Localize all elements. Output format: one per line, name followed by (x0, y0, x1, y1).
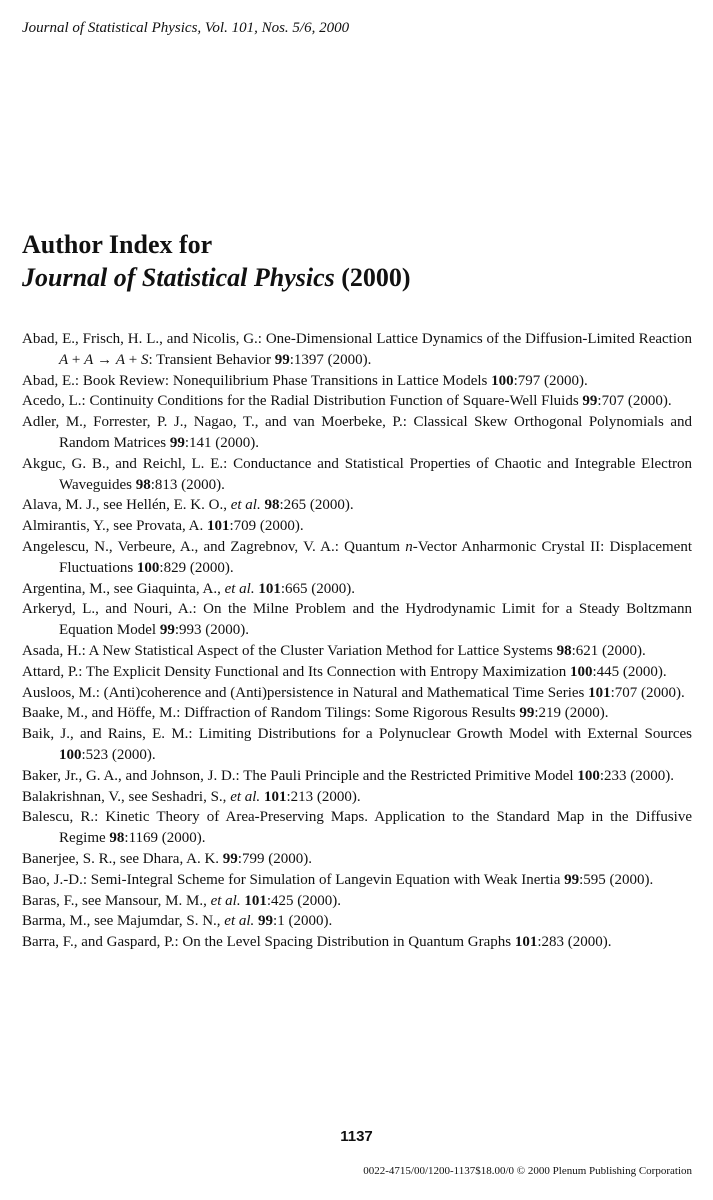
index-entry: Arkeryd, L., and Nouri, A.: On the Milne Problem and the Hydrodynamic Limit for a Steady Boltzmann Equation Model 99:993 (2000). (22, 601, 692, 639)
index-entry: Abad, E., Frisch, H. L., and Nicolis, G.: One-Dimensional Lattice Dynamics of the Diffusion-Limited Reaction A + A → A + S: Transient Behavior 99:1397 (2000). (22, 331, 692, 368)
running-head: Journal of Statistical Physics, Vol. 101, Nos. 5/6, 2000 (22, 20, 350, 36)
index-entry: Attard, P.: The Explicit Density Functional and Its Connection with Entropy Maximization 100:445 (2000). (22, 663, 667, 680)
index-entry: Bao, J.-D.: Semi-Integral Scheme for Simulation of Langevin Equation with Weak Inertia 99:595 (2000). (22, 871, 654, 888)
index-entry: Angelescu, N., Verbeure, A., and Zagrebnov, V. A.: Quantum n-Vector Anharmonic Crystal II: Displacement Fluctuations 100:829 (2000). (22, 538, 692, 576)
index-entry: Almirantis, Y., see Provata, A. 101:709 (2000). (22, 518, 304, 535)
index-entry: Acedo, L.: Continuity Conditions for the Radial Distribution Function of Square-Well Fluids 99:707 (2000). (22, 393, 672, 410)
index-entry: Barra, F., and Gaspard, P.: On the Level Spacing Distribution in Quantum Graphs 101:283 (2000). (22, 934, 612, 951)
title-year: (2000) (341, 263, 411, 292)
author-index-list (22, 329, 692, 953)
index-entry: Argentina, M., see Giaquinta, A., et al. 101:665 (2000). (22, 580, 356, 597)
index-entry: Baik, J., and Rains, E. M.: Limiting Distributions for a Polynuclear Growth Model with External Sources 100:523 (2000). (22, 726, 692, 763)
title-journal: Journal of Statistical Physics (22, 263, 335, 292)
index-entry: Akguc, G. B., and Reichl, L. E.: Conductance and Statistical Properties of Chaotic and Integrable Electron Waveguides 98:813 (2000). (22, 455, 692, 493)
index-entry: Baker, Jr., G. A., and Johnson, J. D.: The Pauli Principle and the Restricted Primitive Model 100:233 (2000). (22, 767, 674, 784)
copyright-footer: 0022-4715/00/1200-1137$18.00/0 © 2000 Plenum Publishing Corporation (363, 1165, 692, 1177)
index-entry: Barma, M., see Majumdar, S. N., et al. 99:1 (2000). (22, 913, 333, 930)
index-entry: Alava, M. J., see Hellén, E. K. O., et al. 98:265 (2000). (22, 497, 354, 514)
page-title (22, 228, 411, 294)
index-entry: Adler, M., Forrester, P. J., Nagao, T., and van Moerbeke, P.: Classical Skew Orthogonal Polynomials and Random Matrices 99:141 (2000). (22, 414, 692, 451)
index-entry: Banerjee, S. R., see Dhara, A. K. 99:799 (2000). (22, 850, 312, 867)
index-entry: Baras, F., see Mansour, M. M., et al. 101:425 (2000). (22, 892, 342, 909)
index-entry: Asada, H.: A New Statistical Aspect of the Cluster Variation Method for Lattice Systems 98:621 (2000). (22, 642, 646, 659)
index-entry: Balakrishnan, V., see Seshadri, S., et al. 101:213 (2000). (22, 788, 361, 805)
index-entry: Abad, E.: Book Review: Nonequilibrium Phase Transitions in Lattice Models 100:797 (2000). (22, 372, 588, 389)
index-entry: Ausloos, M.: (Anti)coherence and (Anti)persistence in Natural and Mathematical Time Series 101:707 (2000). (22, 684, 685, 701)
title-line-2 (22, 261, 411, 294)
index-entry: Baake, M., and Höffe, M.: Diffraction of Random Tilings: Some Rigorous Results 99:219 (2000). (22, 705, 609, 722)
index-entry: Balescu, R.: Kinetic Theory of Area-Preserving Maps. Application to the Standard Map in the Diffusive Regime 98:1169 (2000). (22, 809, 692, 847)
title-line-1: Author Index for (22, 230, 213, 259)
page-number: 1137 (340, 1128, 373, 1145)
